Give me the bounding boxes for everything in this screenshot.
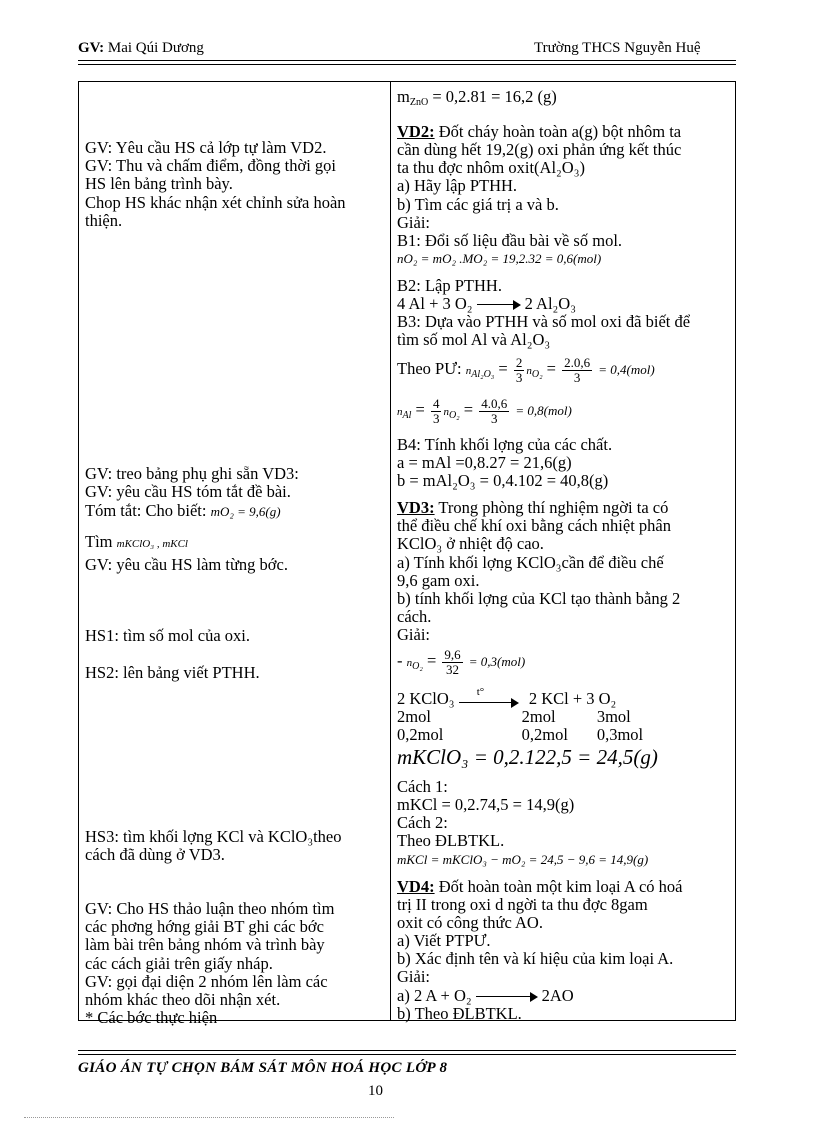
left-text: GV: treo bảng phụ ghi sẵn VD3: [85,464,299,483]
right-text: 0,2mol 0,2mol 0,3mol [397,725,644,744]
fraction-line: $n_{Al}$ = $\frac{4}{3}$ $n_{O_2}$ = $\frac{4.0,6}{3}$ = 0,8(mol) [397,395,572,426]
left-text: các phơng hớng giải BT ghi các bớc [85,917,324,936]
footer-title: GIÁO ÁN TỰ CHỌN BÁM SÁT MÔN HOÁ HỌC LỚP 8 [78,1060,448,1076]
left-text: HS3: tìm khối lợng KCl và KClO₃theo [85,827,342,846]
right-text: thể điều chế khí oxi bằng cách nhiệt phân [397,516,671,535]
right-text: VD2: Đốt cháy hoàn toàn a(g) bột nhôm ta [397,122,682,141]
left-text: * Các bớc thực hiện [85,1008,218,1027]
fraction-line: Theo PƯ: $n_{Al_2O_3}$ = $\frac{2}{3}$ $n_{O_2}$ = $\frac{2.0,6}{3}$ = 0,4(mol) [397,354,655,385]
fraction-line: - $n_{O_2}$ = $\frac{9,6}{32}$ = 0,3(mol) [397,646,526,677]
page-number: 10 [368,1083,383,1099]
left-text: Chop HS khác nhận xét chỉnh sửa hoàn [85,193,346,212]
left-text: nhóm khác theo dõi nhận xét. [85,990,281,1009]
left-text: GV: gọi đại diện 2 nhóm lên làm các [85,972,328,991]
right-text: trị II trong oxi d ngời ta thu đợc 8gam [397,895,648,914]
right-text: a = mAl =0,8.27 = 21,6(g) [397,453,572,472]
right-text: b) Tìm các giá trị a và b. [397,195,559,214]
right-text: Giải: [397,213,430,232]
left-text: GV: Thu và chấm điểm, đồng thời gọi [85,156,336,175]
left-text: HS lên bảng trình bày. [85,174,233,193]
left-text: GV: Cho HS thảo luận theo nhóm tìm [85,899,335,918]
right-text: $m_{ZnO} = 0,2.81 = 16,2$ (g) [397,87,557,108]
right-text: VD3: Trong phòng thí nghiệm ngời ta có [397,498,669,517]
right-text: B4: Tính khối lợng của các chất. [397,435,613,454]
school-header: Trường THCS Nguyễn Huệ [534,40,701,56]
right-text: 2mol 2mol 3mol [397,707,631,726]
equation: 4 Al + 3 O₂ 2 Al₂O₃ [397,294,576,313]
right-text: b) tính khối lợng của KCl tạo thành bằng 2 [397,589,681,608]
right-text: cần dùng hết 19,2(g) oxi phản ứng kết thúc [397,140,682,159]
footer-rule-2 [78,1054,736,1055]
left-text: cách đã dùng ở VD3. [85,845,225,864]
right-text: Cách 1: [397,777,448,796]
left-text: GV: yêu cầu HS tóm tắt đề bài. [85,482,291,501]
right-text: Giải: [397,625,430,644]
right-text: cách. [397,607,432,626]
big-formula: mKClO₃ = 0,2.122,5 = 24,5(g) [397,745,658,769]
arrow-icon [477,300,521,310]
right-text: KClO₃ ở nhiệt độ cao. [397,534,544,553]
right-text: ta thu đợc nhôm oxit(Al₂O₃) [397,158,585,177]
left-text: các cách giải trên giấy nháp. [85,954,273,973]
left-text: HS1: tìm số mol của oxi. [85,626,250,645]
right-text: tìm số mol Al và Al₂O₃ [397,330,551,349]
left-text: làm bài trên bảng nhóm và trình bày [85,935,325,954]
right-text: a) Hãy lập PTHH. [397,176,518,195]
equation: 2 KClO₃ t° 2 KCl + 3 O₂ [397,686,617,708]
right-text: B1: Đổi số liệu đầu bài về số mol. [397,231,623,250]
footer-rule [78,1050,736,1051]
arrow-icon [476,992,538,1002]
right-text: B3: Dựa vào PTHH và số mol oxi đã biết để [397,312,691,331]
right-text: b = mAl₂O₃ = 0,4.102 = 40,8(g) [397,471,609,490]
right-text: oxit có công thức AO. [397,913,543,932]
right-text: B2: Lập PTHH. [397,276,502,295]
teacher-header: GV: Mai Qúi Dương [78,40,204,56]
right-text: a) Viết PTPƯ. [397,931,491,950]
right-text: a) Tính khối lợng KClO₃cần để điều chế [397,553,664,572]
left-text: HS2: lên bảng viết PTHH. [85,663,260,682]
right-text: Cách 2: [397,813,448,832]
right-text: b) Theo ĐLBTKL. [397,1004,522,1023]
table-divider [390,81,391,1021]
right-text: Theo ĐLBTKL. [397,831,505,850]
left-text: thiện. [85,211,123,230]
equation: a) 2 A + O₂ 2AO [397,986,574,1005]
right-text: Giải: [397,967,430,986]
formula: mKCl = mKClO₃ − mO₂ = 24,5 − 9,6 = 14,9(g) [397,852,649,867]
dotted-line [24,1117,394,1118]
left-text: GV: yêu cầu HS làm từng bớc. [85,555,288,574]
right-text: mKCl = 0,2.74,5 = 14,9(g) [397,795,575,814]
right-text: b) Xác định tên và kí hiệu của kim loại A. [397,949,674,968]
header-rule [78,60,736,61]
right-text: VD4: Đốt hoàn toàn một kim loại A có hoá [397,877,683,896]
formula: nO₂ = mO₂ .MO₂ = 19,2.32 = 0,6(mol) [397,251,602,266]
left-text: Tìm mKClO₃ , mKCl [85,532,188,551]
right-text: 9,6 gam oxi. [397,571,480,590]
left-text: Tóm tắt: Cho biết: mO₂ = 9,6(g) [85,501,281,520]
left-text: GV: Yêu cầu HS cả lớp tự làm VD2. [85,138,327,157]
header-rule-2 [78,64,736,65]
